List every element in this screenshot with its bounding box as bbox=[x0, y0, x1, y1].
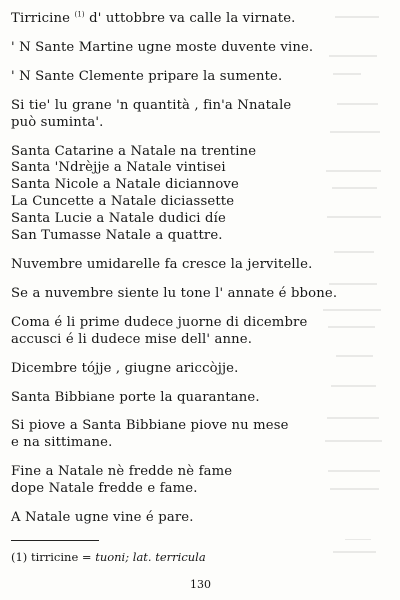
verse-line: Santa Bibbiane porte la quarantane. bbox=[11, 389, 260, 405]
verse-stanza bbox=[11, 464, 371, 498]
verse-line: Santa 'Ndrèjje a Natale vintisei bbox=[11, 160, 226, 176]
verse-stanza bbox=[11, 315, 371, 349]
page-number: 130 bbox=[190, 578, 211, 591]
verse-line: San Tumasse Natale a quattre. bbox=[11, 228, 223, 244]
verse-line: Nuvembre umidarelle fa cresce la jervitelle. bbox=[11, 256, 313, 272]
poem-block bbox=[11, 11, 371, 539]
footnote-reference: (1) bbox=[74, 10, 85, 19]
verse-line: Dicembre tójje , giugne ariccòjje. bbox=[11, 360, 239, 376]
footnote-label: (1) tirricine = bbox=[11, 550, 96, 564]
verse-line: ' N Sante Clemente pripare la sumente. bbox=[11, 68, 283, 84]
verse-line: e na sittimane. bbox=[11, 435, 113, 451]
verse-line: A Natale ugne vine é pare. bbox=[11, 510, 194, 526]
verse-stanza bbox=[11, 361, 371, 378]
verse-line: Santa Catarine a Natale na trentine bbox=[11, 143, 257, 159]
verse-stanza bbox=[11, 257, 371, 274]
verse-line bbox=[11, 11, 371, 28]
verse-line: Si piove a Santa Bibbiane piove nu mese bbox=[11, 418, 289, 434]
verse-stanza bbox=[11, 98, 371, 132]
verse-line: può suminta'. bbox=[11, 114, 104, 130]
footnote-gloss: tuoni; lat. terricula bbox=[95, 550, 206, 564]
verse-line: Se a nuvembre siente lu tone l' annate é bbone. bbox=[11, 285, 338, 301]
verse-stanza bbox=[11, 11, 371, 28]
verse-line: accusci é li dudece mise dell' anne. bbox=[11, 331, 253, 347]
verse-stanza bbox=[11, 144, 371, 245]
verse-line: Si tie' lu grane 'n quantità , fin'a Nnatale bbox=[11, 97, 292, 113]
verse-line: Coma é li prime dudece juorne di dicembre bbox=[11, 314, 308, 330]
verse-stanza bbox=[11, 40, 371, 57]
footnote-divider bbox=[11, 540, 99, 541]
verse-stanza bbox=[11, 510, 371, 527]
verse-line-text: Tirricine bbox=[11, 11, 71, 26]
verse-line: dope Natale fredde e fame. bbox=[11, 481, 198, 497]
verse-line: Santa Lucie a Natale dudici díe bbox=[11, 211, 226, 227]
footnote bbox=[11, 550, 206, 564]
verse-stanza bbox=[11, 418, 371, 452]
verse-stanza bbox=[11, 69, 371, 86]
verse-line: Santa Nicole a Natale diciannove bbox=[11, 177, 239, 193]
verse-stanza bbox=[11, 390, 371, 407]
verse-line: ' N Sante Martine ugne moste duvente vine. bbox=[11, 39, 314, 55]
verse-line: Fine a Natale nè fredde nè fame bbox=[11, 464, 233, 480]
verse-line-text: d' uttobbre va calle la virnate. bbox=[89, 11, 296, 26]
verse-line: La Cuncette a Natale diciassette bbox=[11, 194, 235, 210]
verse-stanza bbox=[11, 286, 371, 303]
